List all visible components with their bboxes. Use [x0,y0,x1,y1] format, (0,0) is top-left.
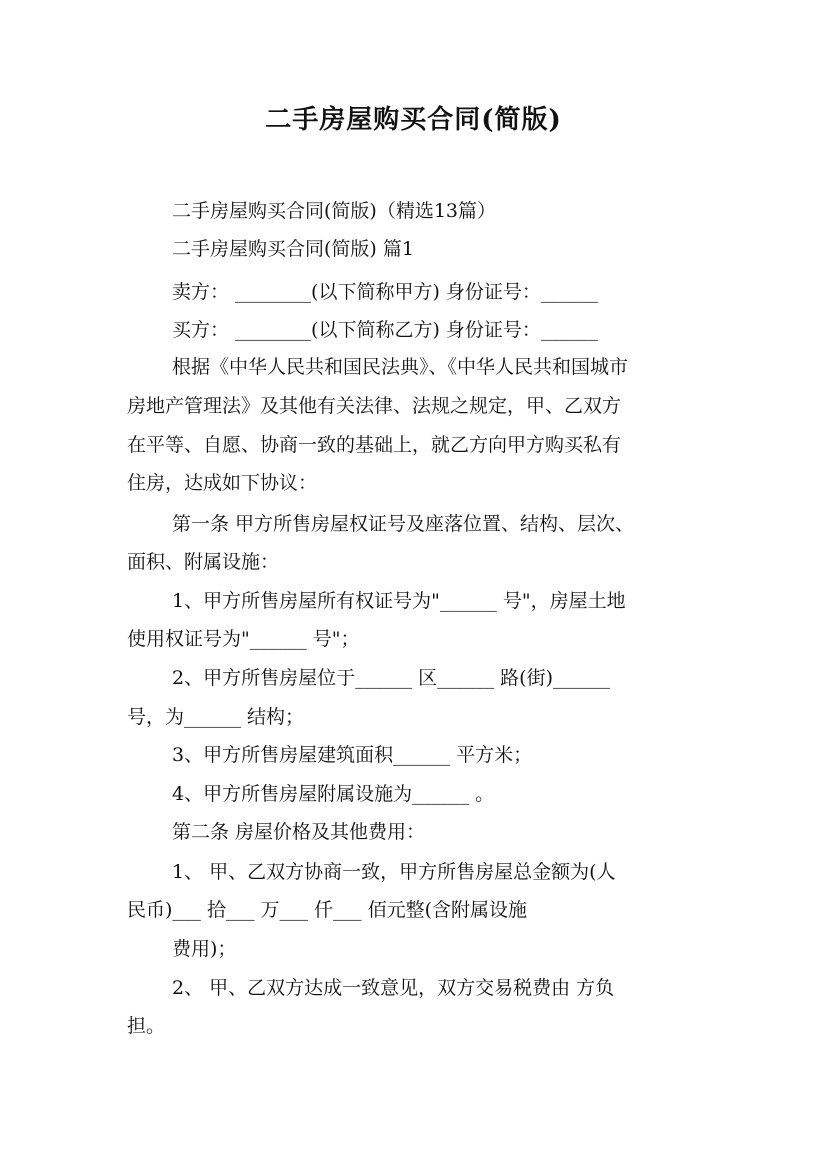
doc-line-item-1-1-cont: 使用权证号为"______ 号"； [127,628,360,650]
doc-line-item-2-2: 2、 甲、乙双方达成一致意见，双方交易税费由 方负 [172,977,615,999]
doc-line-item-2-1-cont: 民币)___ 拾___ 万___ 仟___ 佰元整(含附属设施 [127,899,527,921]
doc-line-section-heading: 二手房屋购买合同(简版) 篇1 [172,238,414,260]
doc-line-item-2-2-cont: 担。 [127,1015,166,1037]
doc-line-article-1-heading: 第一条 甲方所售房屋权证号及座落位置、结构、层次、 [172,513,635,535]
doc-line-preamble-3: 在平等、自愿、协商一致的基础上，就乙方向甲方购买私有 [127,434,622,456]
doc-line-subtitle: 二手房屋购买合同(简版)（精选13篇） [172,200,497,222]
doc-line-article-1-heading-cont: 面积、附属设施： [127,551,280,573]
doc-line-item-1-4: 4、甲方所售房屋附属设施为______ 。 [172,783,495,805]
page-title: 二手房屋购买合同(简版) [265,105,562,135]
doc-line-item-1-2-cont: 号，为______ 结构； [127,706,305,728]
doc-line-seller: 卖方： ________(以下简称甲方) 身份证号：______ [172,281,598,303]
doc-line-article-2-heading: 第二条 房屋价格及其他费用： [172,821,426,843]
doc-line-item-2-1-cont2: 费用)； [172,938,237,960]
doc-line-preamble-2: 房地产管理法》及其他有关法律、法规之规定，甲、乙双方 [127,395,622,417]
doc-line-buyer: 买方： ________(以下简称乙方) 身份证号：______ [172,319,598,341]
doc-line-item-1-1: 1、甲方所售房屋所有权证号为"______ 号"，房屋土地 [172,590,626,612]
doc-line-item-1-2: 2、甲方所售房屋位于______ 区______ 路(街)______ [172,667,610,689]
doc-line-item-2-1: 1、 甲、乙双方协商一致，甲方所售房屋总金额为(人 [172,861,616,883]
doc-line-item-1-3: 3、甲方所售房屋建筑面积______ 平方米； [172,744,533,766]
doc-line-preamble-1: 根据《中华人民共和国民法典》、《中华人民共和国城市 [172,356,629,378]
doc-line-preamble-4: 住房，达成如下协议： [127,472,318,494]
